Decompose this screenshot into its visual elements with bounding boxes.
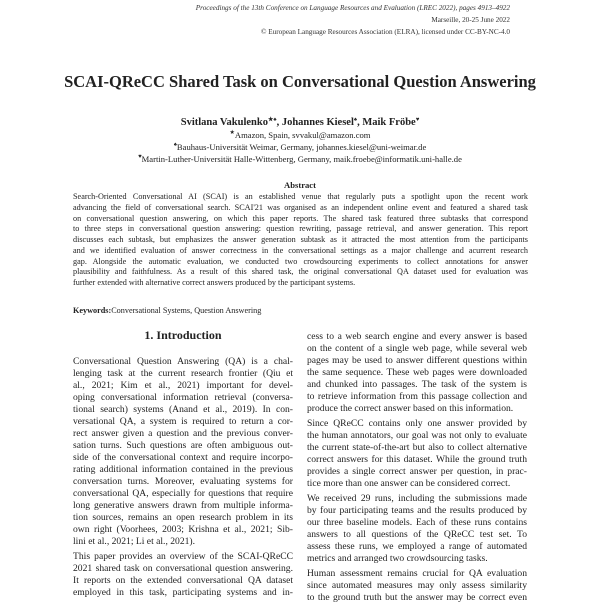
text-line: to retrieve information from this passage collection and xyxy=(307,391,527,402)
text-line: provides a single correct answer per question, in prac- xyxy=(307,466,527,477)
text-line: lini et al., 2021; Li et al., 2021). xyxy=(73,536,196,547)
text-line: sation turns. Such questions are often ambiguous out- xyxy=(73,440,293,451)
license-line: © European Language Resources Association (ELRA), licensed under CC-BY-NC-4.0 xyxy=(261,28,510,36)
paragraph xyxy=(307,568,527,604)
text-line: 2021 shared task on conversational question answering. xyxy=(73,563,293,574)
text-line: conversational QA, especially for questions that require xyxy=(73,488,293,499)
section-heading-introduction: 1. Introduction xyxy=(144,328,222,342)
text-line: to three steps in conversational question answering: question rewriting, passage retrieval, and answer generation. This report xyxy=(73,224,528,234)
keywords xyxy=(73,305,261,316)
text-line: side of the conversational context and require incorpo- xyxy=(73,452,293,463)
right-column xyxy=(307,331,527,607)
proceedings-line: Proceedings of the 13th Conference on Language Resources and Evaluation (LREC 2022), pages 4913–4922 xyxy=(195,4,510,12)
text-line: Search-Oriented Conversational AI (SCAI) is an established venue that regularly puts a spotlight upon the recent work xyxy=(73,192,528,201)
affiliation-mark: ♥ xyxy=(138,154,142,160)
paragraph xyxy=(307,418,527,490)
text-line: assess these runs, we employed a range of automated xyxy=(307,541,527,552)
text-line: Conversational Question Answering (QA) is a chal- xyxy=(73,356,293,367)
text-line: tion sources, remains an open research problem in its xyxy=(73,512,293,523)
text-line: to the ground truth but the answer may be correct even xyxy=(307,592,527,603)
author-mark: ♥ xyxy=(415,117,420,123)
text-line: since automated measures may only assess similarity xyxy=(307,580,527,591)
text-line: rect answer given a question and the previous conver- xyxy=(73,428,293,439)
text-line: the same sequence. These web pages were downloaded xyxy=(307,367,527,378)
paragraph xyxy=(73,551,293,599)
keywords-text: Conversational Systems, Question Answering xyxy=(111,306,262,315)
affiliation-mark: ★ xyxy=(229,130,235,136)
text-line: own right (Voorhees, 2003; Krishna et al., 2021; Sib- xyxy=(73,524,293,535)
paragraph xyxy=(307,493,527,565)
affiliation-text: Amazon, Spain, svvakul@amazon.com xyxy=(234,130,371,140)
text-line: oping conversational information retrieval (conversa- xyxy=(73,392,293,403)
text-line: This paper provides an overview of the SCAI-QReCC xyxy=(73,551,293,562)
author-mark: ★♠ xyxy=(268,117,277,123)
text-line: our three baseline models. Each of these runs contains xyxy=(307,517,527,528)
text-line: and we identified evaluation of answer correctness in the conversational settings as a major challenge and acurrent research xyxy=(73,245,528,255)
text-line: the current state-of-the-art but also to collect alternative xyxy=(307,442,527,453)
author-name: Johannes Kiesel xyxy=(281,117,354,128)
author-name: Svitlana Vakulenko xyxy=(180,117,268,128)
abstract-body xyxy=(73,192,528,289)
author-mark: ♠ xyxy=(353,117,358,123)
text-line: rating additional information contained in the previous xyxy=(73,464,293,475)
text-line: al., 2021; Kim et al., 2021) important for devel- xyxy=(73,380,293,391)
text-line: conversation turns. Moreover, evaluating systems for xyxy=(73,476,293,487)
text-line: We received 29 runs, including the submissions made xyxy=(307,493,527,504)
author-list: Svitlana Vakulenko★♠, Johannes Kiesel♠, Maik Fröbe♥ xyxy=(180,117,420,128)
text-line: Human assessment remains crucial for QA evaluation xyxy=(307,568,527,579)
text-line: plausibility and faithfulness. As a result of this shared task, the original conversational QA dataset used for evaluation was xyxy=(73,267,528,277)
author-name: Maik Fröbe xyxy=(362,117,416,128)
abstract-heading: Abstract xyxy=(284,180,316,190)
text-line: employed in this task, participating systems and in- xyxy=(73,587,293,598)
paper-title: SCAI-QReCC Shared Task on Conversational Question Answering xyxy=(64,72,536,91)
text-line: further extended with alternative correct answers produced by the participant systems. xyxy=(73,278,356,287)
text-line: correct answers for this dataset. While the ground truth xyxy=(307,454,527,465)
paragraph xyxy=(73,356,293,548)
text-line: by four participating teams and the results produced by xyxy=(307,505,527,516)
text-line: discusses each subtask, but emphasizes the answer generation subtask as it attracted the most attention from the participants xyxy=(73,235,528,244)
text-line: answers to all questions of the QReCC test set. To xyxy=(307,529,527,540)
text-line: tice more than one answer can be considered correct. xyxy=(307,478,511,489)
text-line: the human annotators, our goal was not only to evaluate xyxy=(307,430,527,441)
left-column xyxy=(73,356,293,602)
text-line: advancing the field of conversational search. SCAI'21 was organised as an independent online event and featured a shared task xyxy=(73,202,528,212)
text-line: on the content of a single web page, while several web xyxy=(307,343,527,354)
text-line: It reports on the extended conversational QA dataset xyxy=(73,575,293,586)
affiliation xyxy=(0,151,600,165)
keywords-label: Keywords: xyxy=(73,306,112,315)
text-line: and chunked into passages. The task of the system is xyxy=(307,379,527,390)
text-line: long generative answers drawn from multiple informa- xyxy=(73,500,293,511)
text-line: on conversational question answering, on which this paper reports. The shared task featured three subtasks that correspond xyxy=(73,213,528,223)
affiliation-mark: ♠ xyxy=(173,142,177,148)
text-line: lenging task at the current research frontier (Qiu et xyxy=(73,368,293,379)
text-line: produce the correct answer based on this information. xyxy=(307,403,514,414)
text-line: cess to a web search engine and every answer is based xyxy=(307,331,527,342)
text-line: pages may be used to answer different questions within xyxy=(307,355,527,366)
conference-location: Marseille, 20-25 June 2022 xyxy=(431,16,510,24)
text-line: versational QA, a system is required to return a cor- xyxy=(73,416,293,427)
text-line: metrics and arranged two crowdsourcing tasks. xyxy=(307,553,488,564)
affiliation-text: Bauhaus-Universität Weimar, Germany, johannes.kiesel@uni-weimar.de xyxy=(176,142,427,152)
paragraph xyxy=(307,331,527,415)
text-line: Since QReCC contains only one answer provided by xyxy=(307,418,527,429)
affiliation-text: Martin-Luther-Universität Halle-Wittenberg, Germany, maik.froebe@informatik.uni-halle.de xyxy=(141,154,462,164)
text-line: gap. Alongside the automatic evaluation, we conducted two crowdsourcing experiments to collect annotations for answer xyxy=(73,256,528,266)
text-line: tional search) systems (Anand et al., 2019). In con- xyxy=(73,404,293,415)
